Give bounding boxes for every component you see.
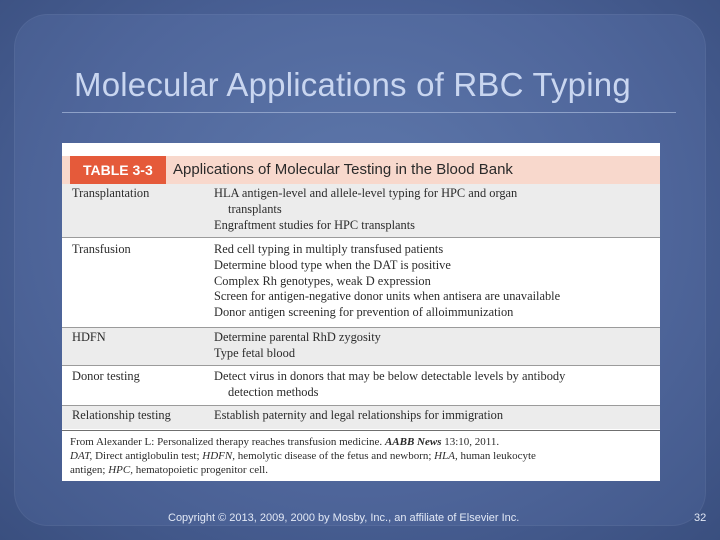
table-row xyxy=(62,367,660,404)
copyright-footer: Copyright © 2013, 2009, 2000 by Mosby, Inc., an affiliate of Elsevier Inc. xyxy=(168,512,520,524)
row-applications xyxy=(214,330,654,362)
row-applications xyxy=(214,369,654,401)
row-category: HDFN xyxy=(72,330,106,344)
table-header xyxy=(62,156,660,184)
application-line: Determine blood type when the DAT is positive xyxy=(214,257,451,272)
page-number: 32 xyxy=(694,512,707,524)
table-row xyxy=(62,184,660,237)
application-line: Determine parental RhD zygosity xyxy=(214,330,381,344)
application-line: Complex Rh genotypes, weak D expression xyxy=(214,273,431,288)
table-footnote xyxy=(70,435,656,477)
application-line: HLA antigen-level and allele-level typing for HPC and organ xyxy=(214,186,518,200)
table-badge: TABLE 3-3 xyxy=(70,156,166,184)
footnote-abbreviations: DAT, Direct antiglobulin test; HDFN, hemolytic disease of the fetus and newborn; HLA, human leukocyte xyxy=(70,450,536,462)
row-category: Transplantation xyxy=(72,186,150,200)
application-line: Red cell typing in multiply transfused patients xyxy=(214,242,444,256)
row-divider xyxy=(62,237,660,238)
table-row xyxy=(62,406,660,429)
table-row xyxy=(62,240,660,326)
footnote-source: From Alexander L: Personalized therapy reaches transfusion medicine. AABB News 13:10, 2011. xyxy=(70,436,500,448)
slide-title: Molecular Applications of RBC Typing xyxy=(74,66,631,103)
table-row xyxy=(62,328,660,365)
title-underline xyxy=(62,112,676,113)
table-bottom-rule xyxy=(62,430,660,431)
application-line: Donor antigen screening for prevention of alloimmunization xyxy=(214,305,514,320)
table-figure xyxy=(62,143,660,481)
footnote-abbreviations-cont: antigen; HPC, hematopoietic progenitor cell. xyxy=(70,464,268,476)
row-category: Relationship testing xyxy=(72,408,171,422)
row-category: Transfusion xyxy=(72,242,131,256)
application-line: detection methods xyxy=(228,384,319,399)
row-applications xyxy=(214,408,654,424)
application-line: Screen for antigen-negative donor units when antisera are unavailable xyxy=(214,289,561,304)
application-line: Establish paternity and legal relationships for immigration xyxy=(214,408,504,422)
table-title: Applications of Molecular Testing in the Blood Bank xyxy=(173,161,513,178)
application-line: Type fetal blood xyxy=(214,345,296,360)
application-line: Engraftment studies for HPC transplants xyxy=(214,217,415,232)
row-divider xyxy=(62,365,660,366)
row-applications xyxy=(214,186,654,233)
application-line: Detect virus in donors that may be below detectable levels by antibody xyxy=(214,369,566,383)
row-applications xyxy=(214,242,654,321)
row-category: Donor testing xyxy=(72,369,140,383)
application-line: transplants xyxy=(228,201,282,216)
